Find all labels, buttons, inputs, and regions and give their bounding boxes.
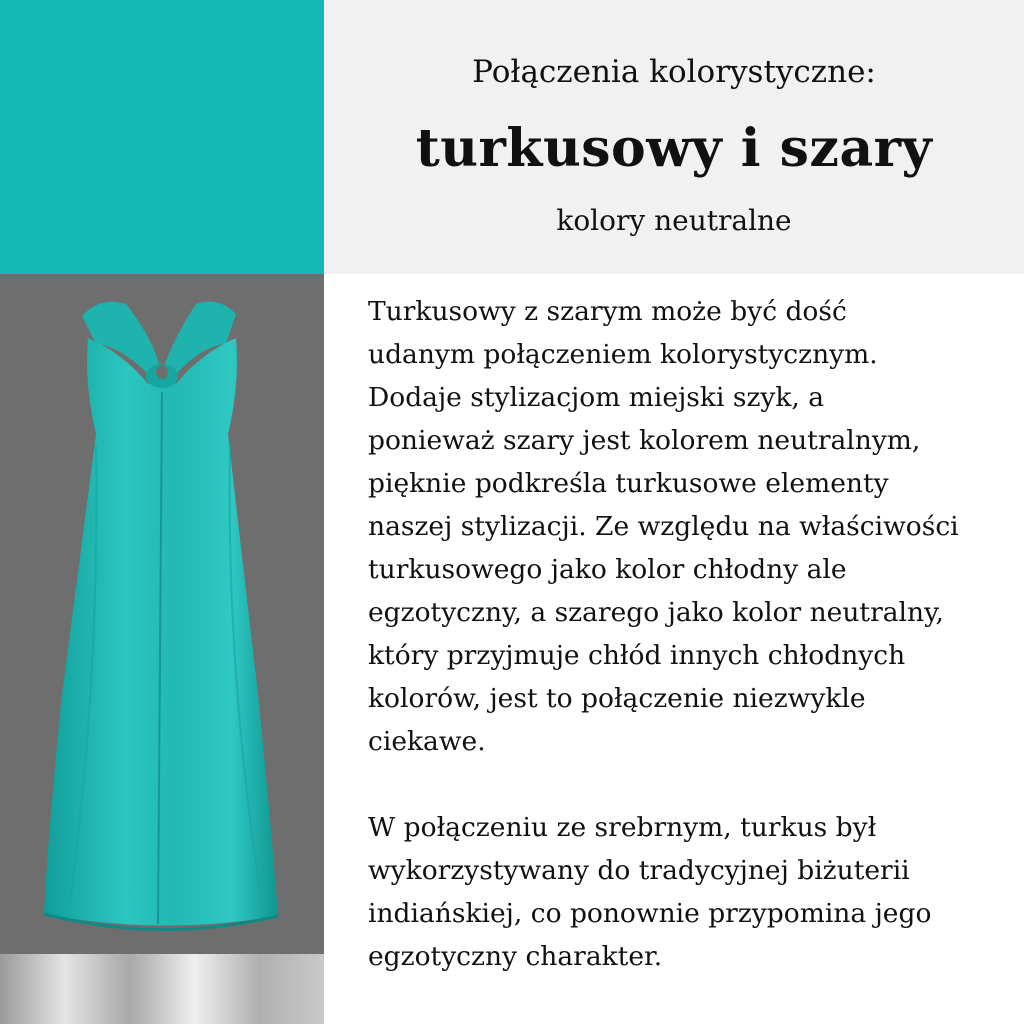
description-line: indiańskiej, co ponownie przypomina jego	[368, 898, 932, 929]
description-line: egzotyczny charakter.	[368, 941, 663, 972]
description-line: W połączeniu ze srebrnym, turkus był	[368, 812, 877, 843]
description-line: Turkusowy z szarym może być dość	[368, 296, 847, 327]
header-panel	[324, 0, 1024, 274]
gray-color-panel	[0, 274, 324, 954]
description-line: naszej stylizacji. Ze względu na właściwości	[368, 511, 959, 542]
description-line: udanym połączeniem kolorystycznym.	[368, 339, 878, 370]
turquoise-color-swatch	[0, 0, 324, 274]
description-paragraph-1	[368, 290, 1018, 763]
description-line: pięknie podkreśla turkusowe elementy	[368, 468, 889, 499]
description-line: turkusowego jako kolor chłodny ale	[368, 554, 847, 585]
header-label: Połączenia kolorystyczne:	[472, 54, 876, 90]
header-subtitle: kolory neutralne	[556, 204, 792, 237]
description-line: ponieważ szary jest kolorem neutralnym,	[368, 425, 921, 456]
silver-color-strip	[0, 954, 324, 1024]
description-line: wykorzystywany do tradycyjnej biżuterii	[368, 855, 910, 886]
description-line: ciekawe.	[368, 726, 486, 757]
page-title: turkusowy i szary	[415, 118, 933, 179]
description-text	[368, 290, 1018, 978]
description-line: który przyjmuje chłód innych chłodnych	[368, 640, 906, 671]
description-line: egzotyczny, a szarego jako kolor neutralny,	[368, 597, 944, 628]
description-line: kolorów, jest to połączenie niezwykle	[368, 683, 866, 714]
turquoise-dress-illustration	[0, 274, 324, 954]
description-line: Dodaje stylizacjom miejski szyk, a	[368, 382, 825, 413]
description-paragraph-2	[368, 806, 1018, 978]
